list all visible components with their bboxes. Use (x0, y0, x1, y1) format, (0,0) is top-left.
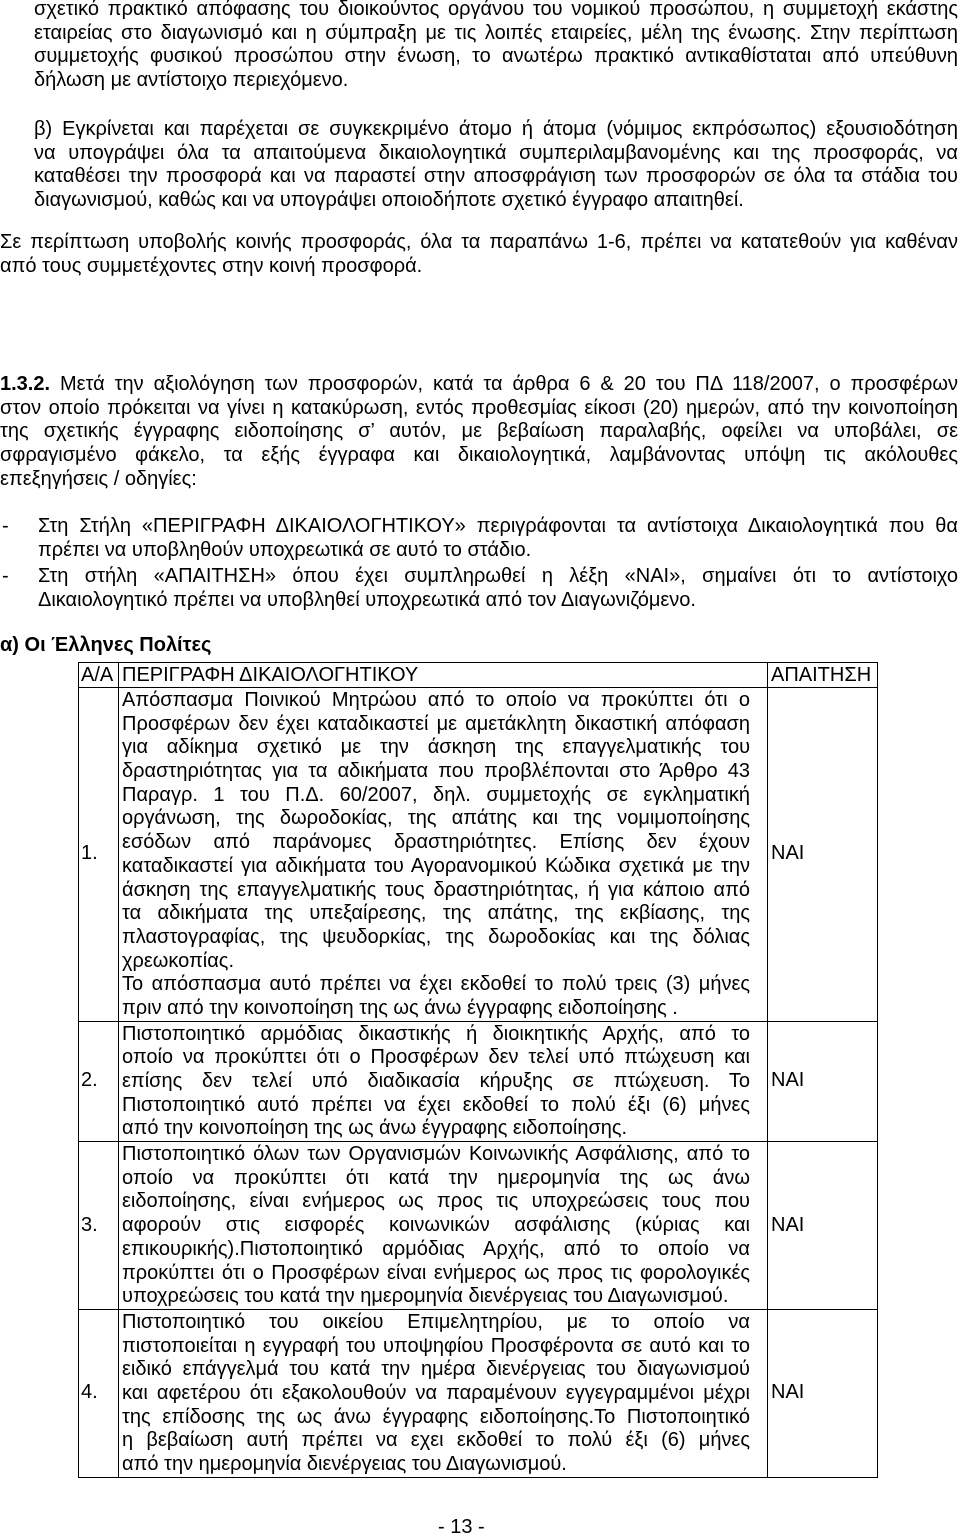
table-row (79, 1309, 878, 1477)
text-line: αφορούν στις εισφορές κοινωνικών ασφάλισης (κύριας και (122, 1214, 750, 1237)
text-line: β) Εγκρίνεται και παρέχεται σε συγκεκριμένο άτομο ή άτομα (νόμιμος εκπρόσωπος) εξουσιοδότηση (34, 118, 958, 140)
description-paragraph (122, 1023, 750, 1141)
joint-offer-paragraph (0, 231, 958, 278)
section-first-line-text: Μετά την αξιολόγηση των προσφορών, κατά τα άρθρα 6 & 20 του ΠΔ 118/2007, ο προσφέρων (59, 373, 959, 395)
text-line (0, 373, 958, 397)
row-description (119, 1021, 768, 1141)
section-number: 1.3.2. (0, 373, 51, 395)
text-line: δήλωση με αντίστοιχο περιεχόμενο. (34, 69, 349, 92)
section-subheading: α) Οι Έλληνες Πολίτες (0, 634, 212, 656)
text-line: Απόσπασμα Ποινικού Μητρώου από το οποίο να προκύπτει ότι ο (122, 689, 750, 711)
text-line: ειδικό επάγγελμά του κατά την ημέρα διενέργειας του διαγωνισμού (122, 1358, 750, 1381)
text-line: στον οποίο πρόκειται να γίνει η κατακύρωση, εντός προθεσμίας είκοσι (20) ημερών, από την κοινοποίηση (0, 396, 958, 419)
section-remaining-lines (0, 397, 958, 492)
description-paragraph (122, 1143, 750, 1309)
text-line: ειδοποίησης, είναι ενήμερος ως προς τις υποχρεώσεις τους που (122, 1190, 750, 1213)
text-line: εταιρείας στο διαγωνισμό και η σύμπραξη με τις λοιπές εταιρείες, μέλη της ένωσης. Στην περίπτωση (34, 21, 958, 44)
text-line: προκύπτει ότι ο Προσφέρων είναι ενήμερος ως προς τις φορολογικές (122, 1261, 750, 1284)
text-line: Πιστοποιητικό του οικείου Επιμελητηρίου, με το οποίο να (122, 1310, 750, 1333)
list-bullet: - (2, 515, 9, 537)
text-line: Σε περίπτωση υποβολής κοινής προσφοράς, όλα τα παραπάνω 1-6, πρέπει να κατατεθούν για καθέναν (0, 231, 958, 253)
text-line: και αφετέρου ότι εξακολουθούν να παραμένουν εγγεγραμμένοι μέχρι (122, 1381, 750, 1404)
text-line: πρέπει να υποβληθούν υποχρεωτικά σε αυτό το στάδιο. (38, 538, 532, 561)
row-description (119, 1142, 768, 1310)
table-row (79, 688, 878, 1022)
row-requirement: ΝΑΙ (768, 1142, 878, 1310)
text-line: για αδίκημα σχετικό με την άσκηση της επαγγελματικής του (122, 736, 750, 759)
row-description (119, 688, 768, 1022)
text-line: άσκηση της επαγγελματικής τους δραστηριότητας, ή για κάποιο από (122, 878, 750, 901)
instruction-text (38, 565, 958, 612)
text-line: Στη Στήλη «ΠΕΡΙΓΡΑΦΗ ΔΙΚΑΙΟΛΟΓΗΤΙΚΟΥ» περιγράφονται τα αντίστοιχα Δικαιολογητικά που θα (38, 515, 958, 537)
text-line: επεξηγήσεις / οδηγίες: (0, 467, 197, 490)
text-line: καταδικαστεί για αδικήματα του Αγορανομικού Κώδικα σχετικά με την (122, 854, 750, 877)
text-line: Προσφέρων δεν έχει καταδικαστεί με αμετάκλητη δικαστική απόφαση (122, 712, 750, 735)
instruction-item (0, 565, 958, 612)
row-index: 2. (79, 1021, 119, 1141)
instruction-text (38, 515, 958, 562)
text-line: εσόδων από παράνομες δραστηριότητες. Επίσης δεν έχουν (122, 831, 750, 854)
text-line: πριν από την κοινοποίηση της ως άνω έγγραφης ειδοποίησης . (122, 996, 678, 1019)
text-line: η βεβαίωση αυτή πρέπει να εχει εκδοθεί το πολύ έξι (6) μήνες (122, 1429, 750, 1452)
text-line: οποίο να προκύπτει ότι κατά την ημερομηνία της ως άνω (122, 1166, 750, 1189)
text-line: καταθέσει την προσφορά και να παραστεί στην αποσφράγιση των προσφορών σε όλα τα στάδια του (34, 165, 958, 188)
text-line: Στη στήλη «ΑΠΑΙΤΗΣΗ» όπου έχει συμπληρωθεί η λέξη «ΝΑΙ», σημαίνει ότι το αντίστοιχο (38, 565, 958, 587)
text-line: Δικαιολογητικό πρέπει να υποβληθεί υποχρεωτικά από τον Διαγωνιζόμενο. (38, 588, 696, 611)
header-requirement: ΑΠΑΙΤΗΣΗ (768, 663, 878, 688)
table-header-row (79, 663, 878, 688)
text-line: χρεωκοπίας. (122, 949, 235, 972)
intro-paragraph (34, 0, 958, 93)
text-line: τα αδικήματα της υπεξαίρεσης, της απάτης, της εκβίασης, της (122, 902, 750, 925)
text-line: σχετικό πρακτικό απόφασης του διοικούντος οργάνου του νομικού προσώπου, η συμμετοχή εκάστης (34, 0, 958, 20)
text-line: της επίδοσης της ως άνω έγγραφης ειδοποίησης.Το Πιστοποιητικό (122, 1405, 750, 1428)
authorization-paragraph (34, 118, 958, 213)
text-line: Πιστοποιητικό αρμόδιας δικαστικής ή διοικητικής Αρχής, από το (122, 1022, 750, 1045)
text-line: της σχετικής έγγραφης ειδοποίησης σ’ αυτόν, με βεβαίωση παραλαβής, οφείλει να υποβάλει, σε (0, 420, 958, 443)
text-line: από τους συμμετέχοντες στην κοινή προσφορά. (0, 254, 423, 277)
text-line: οποίο να προκύπτει ότι ο Προσφέρων δεν τελεί υπό πτώχευση και (122, 1046, 750, 1069)
text-line: από την κοινοποίηση της ως άνω έγγραφης ειδοποίησης. (122, 1117, 628, 1140)
text-line: Πιστοποιητικό αυτό πρέπει να έχει εκδοθεί το πολύ έξι (6) μήνες (122, 1093, 750, 1116)
text-line: να υπογράψει όλα τα απαιτούμενα δικαιολογητικά συμπεριλαμβανομένης και της προσφοράς, να (34, 141, 958, 164)
instruction-item (0, 515, 958, 562)
text-line: Το απόσπασμα αυτό πρέπει να έχει εκδοθεί το πολύ τρεις (3) μήνες (122, 973, 750, 996)
row-index: 1. (79, 688, 119, 1022)
text-line: πλαστογραφίας, της ψευδορκίας, της δωροδοκίας και της δόλιας (122, 925, 750, 948)
text-line: υποχρεώσεις του κατά την ημερομηνία διενέργειας του Διαγωνισμού. (122, 1285, 729, 1308)
text-line: επικουρικής).Πιστοποιητικό αρμόδιας Αρχής, από το οποίο να (122, 1237, 750, 1260)
list-bullet: - (2, 565, 9, 587)
text-line: συμμετοχής φυσικού προσώπου στην ένωση, το ανωτέρω πρακτικό αντικαθίσταται από υπεύθυνη (34, 45, 958, 68)
section-1-3-2-paragraph (0, 373, 958, 491)
header-description: ΠΕΡΙΓΡΑΦΗ ΔΙΚΑΙΟΛΟΓΗΤΙΚΟΥ (119, 663, 768, 688)
table-row (79, 1142, 878, 1310)
text-line: από την ημερομηνία διενέργειας του Διαγωνισμού. (122, 1453, 567, 1475)
text-line: Παραγρ. 1 του Π.Δ. 60/2007, δηλ. συμμετοχής σε εγκληματική (122, 783, 750, 806)
row-index: 3. (79, 1142, 119, 1310)
text-line: σφραγισμένο φάκελο, τα εξής έγγραφα και δικαιολογητικά, λαμβάνοντας υπόψη τις ακόλουθες (0, 444, 958, 467)
text-line: οργάνωση, της δωροδοκίας, της απάτης και της νομιμοποίησης (122, 807, 750, 830)
text-line: πιστοποιείται η εγγραφή του υποψηφίου Προσφέροντα σε αυτό και το (122, 1334, 750, 1357)
requirements-table (78, 662, 878, 1478)
row-requirement: ΝΑΙ (768, 688, 878, 1022)
row-description (119, 1309, 768, 1477)
table-row (79, 1021, 878, 1141)
text-line: επίσης δεν τελεί υπό διαδικασία κήρυξης σε πτώχευση. Το (122, 1070, 750, 1092)
description-paragraph (122, 973, 750, 1020)
row-index: 4. (79, 1309, 119, 1477)
text-line: Πιστοποιητικό όλων των Οργανισμών Κοινωνικής Ασφάλισης, από το (122, 1143, 750, 1166)
page-number: - 13 - (438, 1516, 485, 1538)
description-paragraph (122, 1311, 750, 1477)
row-requirement: ΝΑΙ (768, 1309, 878, 1477)
row-requirement: ΝΑΙ (768, 1021, 878, 1141)
text-line: δραστηριότητας για τα αδικήματα που προβλέπονται στο Άρθρο 43 (122, 760, 750, 783)
text-line: διαγωνισμού, καθώς και να υπογράψει οποιοδήποτε σχετικό έγγραφο απαιτηθεί. (34, 189, 744, 212)
description-paragraph (122, 689, 750, 973)
header-index: Α/Α (79, 663, 119, 688)
